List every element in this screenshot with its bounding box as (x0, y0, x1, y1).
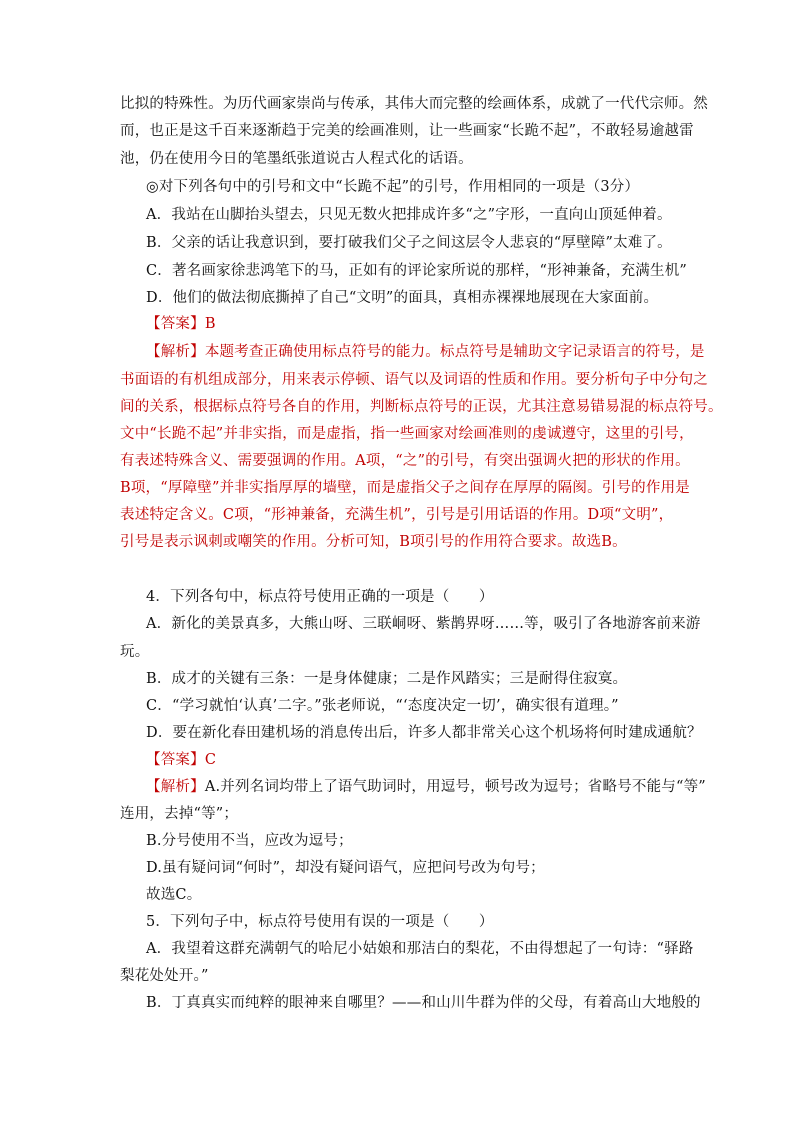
q4-option-a-line-1: A．新化的美景真多，大熊山呀、三联峒呀、紫鹊界呀……等，吸引了各地游客前来游 (146, 616, 701, 632)
q3-option-a: A．我站在山脚抬头望去，只见无数火把排成许多“之”字形，一直向山顶延伸着。 (146, 207, 672, 223)
q4-analysis-line-1 (146, 777, 706, 797)
q4-option-c: C．“学习就怕‘认真’二字。”张老师说，“‘态度决定一切’，确实很有道理。” (146, 698, 619, 714)
q3-analysis-line-4: 文中“长跪不起”并非实指，而是虚指，指一些画家对绘画准则的虔诚遵守，这里的引号， (120, 426, 694, 442)
q4-analysis-line-2: 连用，去掉“等”； (120, 806, 239, 822)
analysis-tag: 【解析】 (146, 779, 205, 795)
q4-stem: 4．下列各句中，标点符号使用正确的一项是（ ） (146, 589, 494, 605)
q4-option-a-line-2: 玩。 (120, 644, 150, 660)
passage-line-2: 而，也正是这千百来逐渐趋于完美的绘画准则，让一些画家“长跪不起”，不敢轻易逾越雷 (120, 123, 694, 139)
answer-tag: 【答案】 (146, 752, 205, 768)
q3-option-b: B．父亲的话让我意识到，要打破我们父子之间这层令人悲哀的“厚壁障”太难了。 (146, 235, 672, 251)
q3-stem: ◎对下列各句中的引号和文中“长跪不起”的引号，作用相同的一项是（3分） (146, 179, 640, 195)
q5-option-a-line-1: A．我望着这群充满朝气的哈尼小姑娘和那洁白的梨花，不由得想起了一句诗：“驿路 (146, 941, 694, 957)
answer-tag: 【答案】 (146, 316, 205, 332)
q3-option-c: C．著名画家徐悲鸿笔下的马，正如有的评论家所说的那样，“形神兼备，充满生机” (146, 263, 688, 279)
q5-option-a-line-2: 梨花处处开。” (120, 968, 209, 984)
q5-option-b-line-1: B．丁真真实而纯粹的眼神来自哪里？——和山川牛群为伴的父母，有着高山大地般的 (146, 995, 701, 1011)
q3-analysis-line-2: 书面语的有机组成部分，用来表示停顿、语气以及词语的性质和作用。要分析句子中分句之 (120, 372, 708, 388)
q3-analysis-line-3: 间的关系，根据标点符号各自的作用，判断标点符号的正误，尤其注意易错易混的标点符号。 (120, 399, 723, 415)
q4-answer-line (146, 750, 216, 770)
q3-answer-line (146, 314, 216, 334)
q4-option-b: B．成才的关键有三条：一是身体健康；二是作风踏实；三是耐得住寂寞。 (146, 671, 628, 687)
q4-answer-value: C (204, 752, 217, 768)
q4-option-d: D．要在新化春田建机场的消息传出后，许多人都非常关心这个机场将何时建成通航？ (146, 725, 702, 741)
q4-analysis-line-3: B.分号使用不当，应改为逗号； (146, 833, 353, 849)
q3-analysis-line-7: 表述特定含义。C项，“形神兼备，充满生机”，引号是引用话语的作用。D项“文明”， (120, 507, 674, 523)
q3-analysis-line-1 (146, 342, 705, 362)
q3-analysis-line-5: 有表述特殊含义、需要强调的作用。A项，“之”的引号，有突出强调火把的形状的作用。 (120, 453, 690, 469)
q3-answer-value: B (204, 316, 216, 332)
q5-stem: 5．下列句子中，标点符号使用有误的一项是（ ） (146, 914, 494, 930)
q3-analysis-text-1: 本题考查正确使用标点符号的能力。标点符号是辅助文字记录语言的符号，是 (204, 344, 705, 360)
q4-analysis-line-5: 故选C。 (146, 887, 202, 903)
passage-line-1: 比拟的特殊性。为历代画家崇尚与传承，其伟大而完整的绘画体系，成就了一代代宗师。然 (120, 96, 708, 112)
q3-analysis-line-8: 引号是表示讽刺或嘲笑的作用。分析可知，B项引号的作用符合要求。故选B。 (120, 534, 627, 550)
q3-option-d: D．他们的做法彻底撕掉了自己“文明”的面具，真相赤裸裸地展现在大家面前。 (146, 290, 659, 306)
q3-analysis-line-6: B项，“厚障壁”并非实指厚厚的墙壁，而是虚指父子之间存在厚厚的隔阂。引号的作用是 (120, 480, 690, 496)
q4-analysis-text-1: A.并列名词均带上了语气助词时，用逗号，顿号改为逗号；省略号不能与“等” (204, 779, 706, 795)
analysis-tag: 【解析】 (146, 344, 205, 360)
passage-line-3: 池，仍在使用今日的笔墨纸张道说古人程式化的话语。 (120, 151, 473, 167)
q4-analysis-line-4: D.虽有疑问词“何时”，却没有疑问语气，应把问号改为句号； (146, 860, 545, 876)
